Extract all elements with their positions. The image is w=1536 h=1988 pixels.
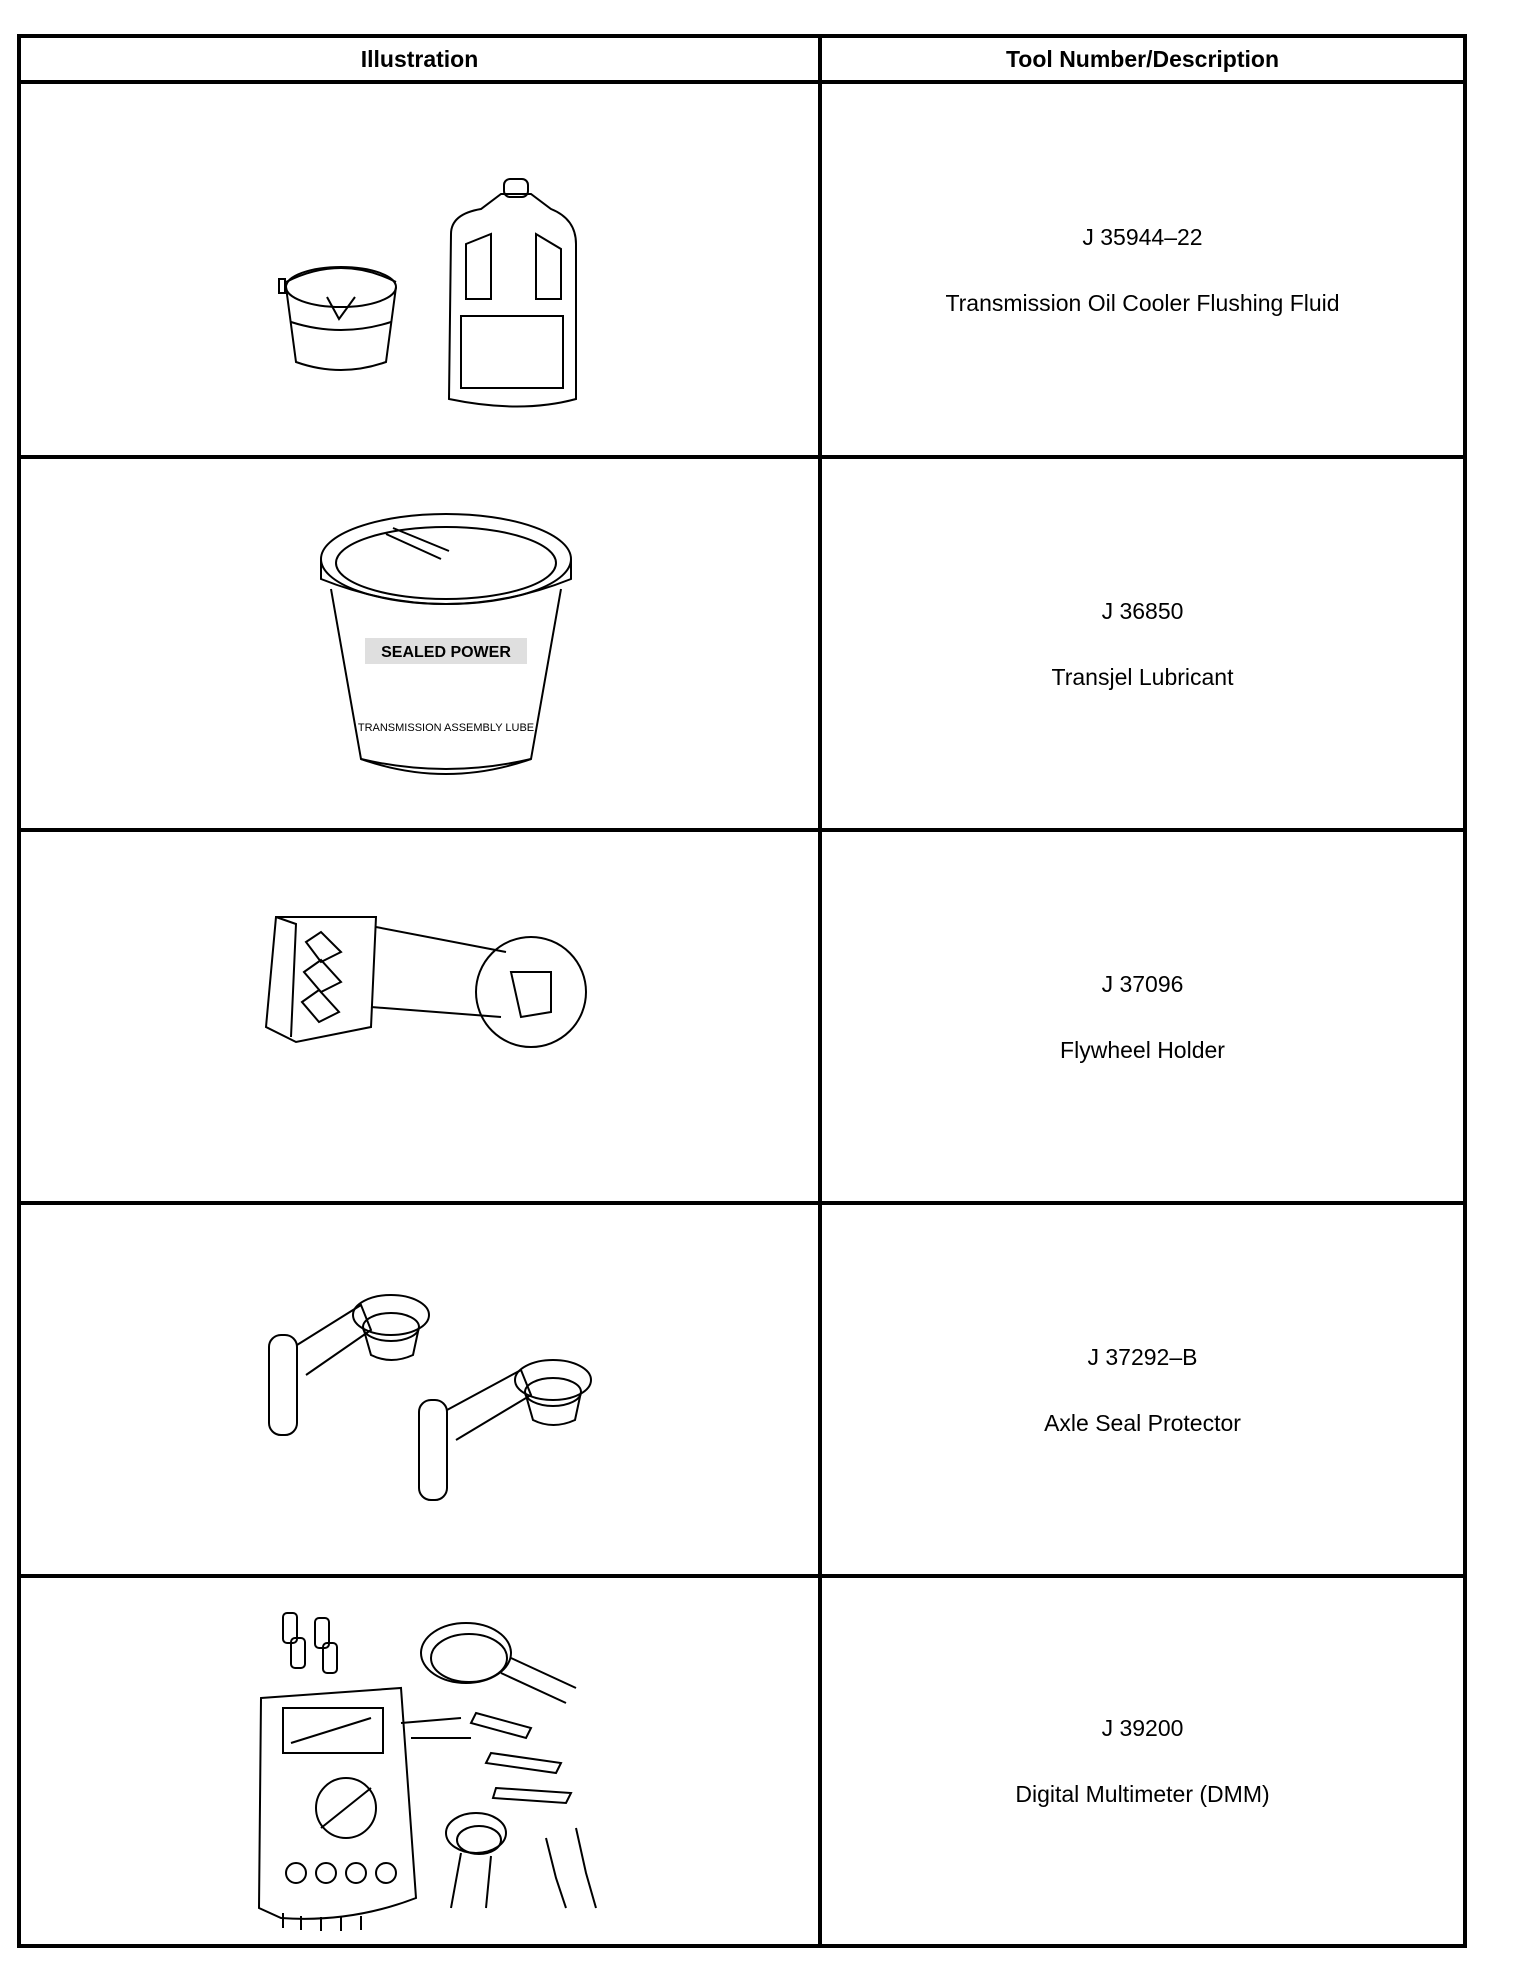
illustration-cell [21, 459, 818, 828]
header-tool-number-description: Tool Number/Description [1005, 46, 1280, 72]
illustration-label-product: TRANSMISSION ASSEMBLY LUBE [357, 722, 535, 734]
tool-number: J 37096 [1101, 970, 1184, 997]
tool-description-cell [822, 1578, 1463, 1944]
table-header [21, 38, 1463, 84]
tool-number: J 36850 [1101, 597, 1184, 624]
tool-description: Transjel Lubricant [1051, 663, 1234, 690]
tool-description-cell [822, 1205, 1463, 1574]
axle-seal-protector-icon [21, 1205, 818, 1574]
tool-description-cell [822, 84, 1463, 455]
table-row [21, 1574, 1463, 1944]
flushing-fluid-jug-and-bucket-icon [21, 84, 818, 455]
tool-description: Flywheel Holder [1060, 1036, 1225, 1063]
tool-number: J 37292–B [1087, 1343, 1198, 1370]
illustration-label-brand: SEALED POWER [381, 644, 511, 661]
digital-multimeter-icon [21, 1578, 818, 1944]
table-row [21, 1201, 1463, 1574]
flywheel-holder-icon [21, 832, 818, 1201]
tool-description: Digital Multimeter (DMM) [1015, 1781, 1270, 1807]
tool-description: Transmission Oil Cooler Flushing Fluid [945, 289, 1340, 316]
lubricant-tub-icon [21, 459, 818, 828]
tool-number: J 39200 [1101, 1715, 1184, 1741]
tool-description-cell [822, 832, 1463, 1201]
table-row [21, 828, 1463, 1201]
special-tools-table [17, 34, 1467, 1948]
illustration-cell [21, 832, 818, 1201]
table-row [21, 84, 1463, 455]
illustration-cell [21, 1205, 818, 1574]
table-row [21, 455, 1463, 828]
tool-description-cell [822, 459, 1463, 828]
column-divider [818, 38, 822, 1944]
tool-number: J 35944–22 [1082, 223, 1203, 250]
header-illustration: Illustration [360, 46, 479, 72]
illustration-cell [21, 84, 818, 455]
illustration-cell [21, 1578, 818, 1944]
tool-description: Axle Seal Protector [1044, 1409, 1241, 1436]
